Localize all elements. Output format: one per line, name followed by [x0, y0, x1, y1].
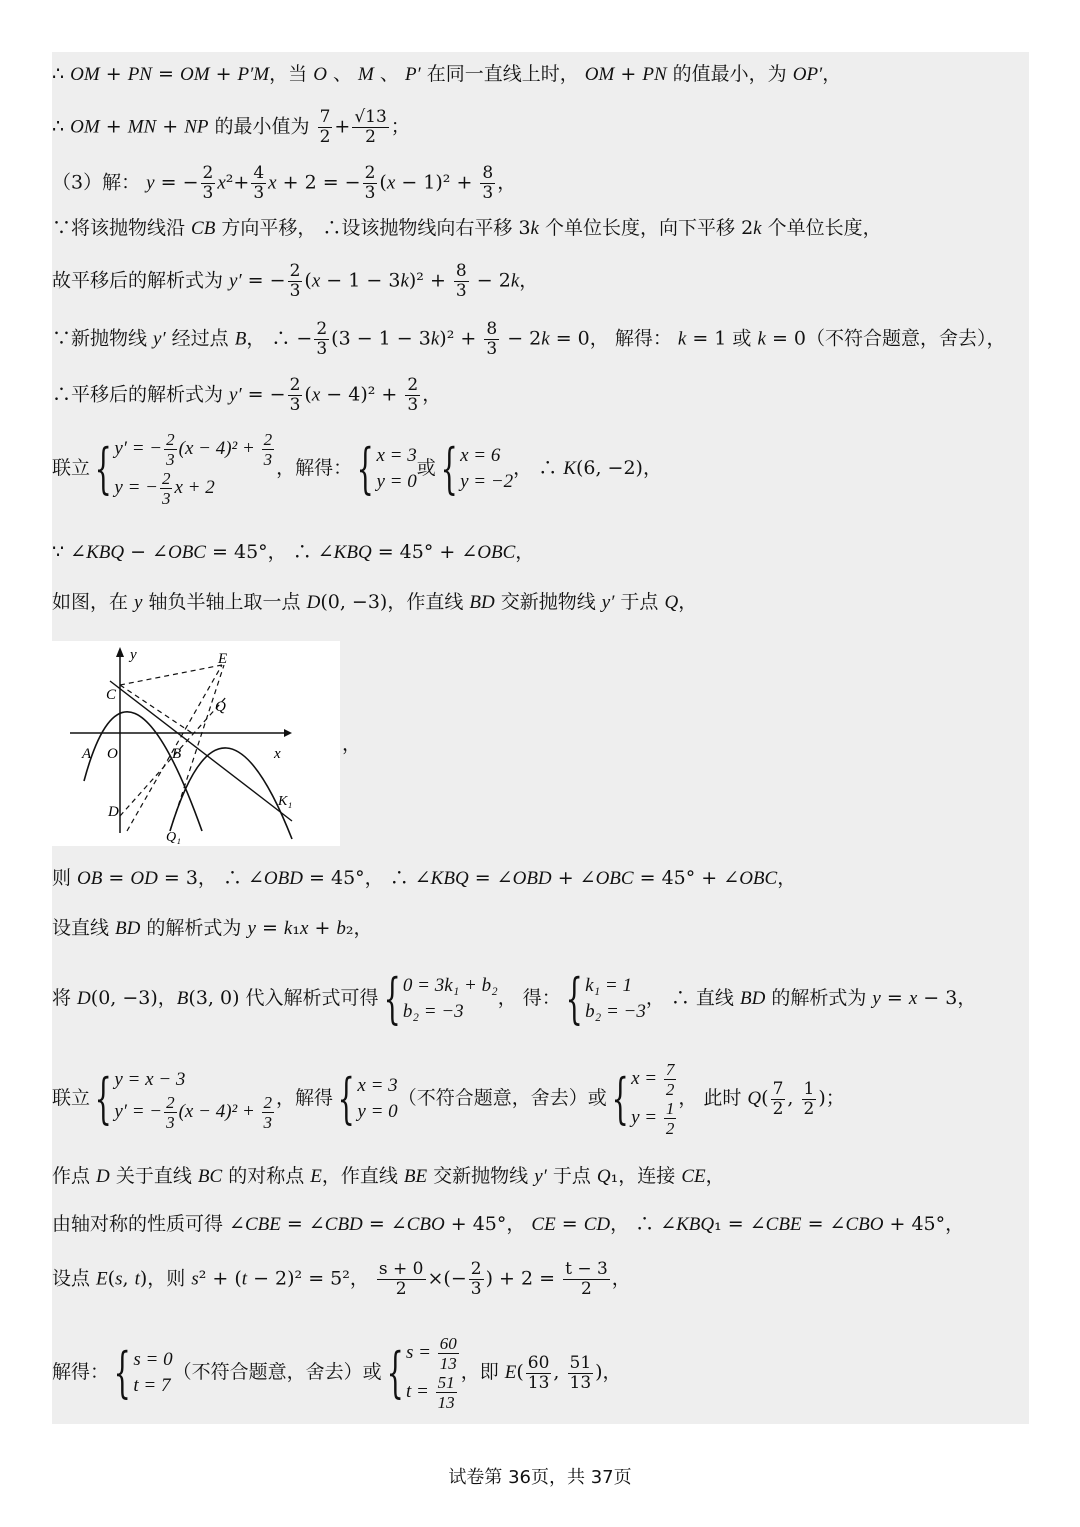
- label-y: y: [130, 647, 137, 663]
- line-ce: [120, 665, 222, 685]
- label-q: Q: [215, 699, 226, 715]
- solution-line-10: 如图，在 y 轴负半轴上取一点 D(0, −3)，作直线 BD 交新抛物线 y′ 于点 Q，: [52, 591, 698, 613]
- figure-trailing-comma: ，: [342, 733, 362, 755]
- solution-line-12: 设直线 BD 的解析式为 y = k₁x + b₂，: [52, 917, 373, 939]
- solution-line-6: ∵新抛物线 y′ 经过点 B， ∴ − $\frac{2}{3}$ (3 − 1 − 3k)² + $\frac{8}{3}$ − 2k = 0， 解得： k = 1 或 k = 0（不符合题意，舍去），: [52, 319, 1006, 359]
- label-c: C: [106, 687, 117, 703]
- parabola-diagram: [52, 641, 340, 846]
- solution-line-17: 设点 E(s, t)，则 s² + (t − 2)² = 5²， $\frac{s + 0}{2}$ ×(− $\frac{2}{3}$ ) + 2 = $\frac{t - 3}{2}$ ，: [52, 1259, 631, 1299]
- original-parabola: [84, 712, 202, 831]
- line-cb-dashed: [120, 685, 192, 733]
- label-o: O: [107, 746, 118, 762]
- solution-line-16: 由轴对称的性质可得 ∠CBE = ∠CBD = ∠CBO + 45°， CE = CD， ∴ ∠KBQ₁ = ∠CBE = ∠CBO + 45°，: [52, 1213, 965, 1235]
- label-e: E: [218, 651, 228, 667]
- x-axis-arrow: [284, 729, 292, 737]
- label-d: D: [108, 804, 119, 820]
- solution-line-18: 解得：{ s = 0 t = 7 （不符合题意，舍去）或{ s = $\frac{60}{13}$ t = $\frac{51}{13}$ ，即 E( $\frac{60}{13}$ , $\frac{51}{13}$ )，: [52, 1334, 622, 1412]
- y-axis-arrow: [116, 647, 124, 657]
- solution-line-9: ∵ ∠KBQ − ∠OBC = 45°， ∴ ∠KBQ = 45° + ∠OBC，: [52, 541, 535, 563]
- solution-line-3: （3）解： y = − $\frac{2}{3}$ x²+ $\frac{4}{3}$ x + 2 = − $\frac{2}{3}$ (x − 1)² + $\frac{8}{3}$ ，: [52, 163, 517, 203]
- page-footer: 试卷第 36页，共 37页: [448, 1467, 632, 1488]
- solution-line-7: ∴平移后的解析式为 y′ = − $\frac{2}{3}$ (x − 4)² + $\frac{2}{3}$ ，: [52, 375, 442, 415]
- label-b: B: [172, 746, 182, 762]
- solution-line-5: 故平移后的解析式为 y′ = − $\frac{2}{3}$ (x − 1 − 3k)² + $\frac{8}{3}$ − 2k，: [52, 261, 539, 301]
- solution-line-2: ∴ OM + MN + NP 的最小值为 $\frac{7}{2}$ + $\frac{√13}{2}$ ；: [52, 107, 410, 147]
- solution-line-8: 联立{ y′ = − $\frac{2}{3}$ (x − 4)² + $\frac{2}{3}$ y = − $\frac{2}{3}$ x + 2 ，解得：{ x = 3 y = 0 或{ x = 6 y = −2 ， ∴ K(6, −2)，: [52, 430, 662, 508]
- solution-line-11: 则 OB = OD = 3， ∴ ∠OBD = 45°， ∴ ∠KBQ = ∠OBD + ∠OBC = 45° + ∠OBC，: [52, 867, 797, 889]
- label-x: x: [274, 746, 281, 762]
- solution-sheet: [52, 52, 1029, 1424]
- solution-line-4: ∵将该抛物线沿 CB 方向平移， ∴设该抛物线向右平移 3k 个单位长度，向下平移 2k 个单位长度，: [52, 217, 882, 239]
- solution-line-13: 将 D(0, −3)，B(3, 0) 代入解析式可得{ 0 = 3k₁ + b₂ b₂ = −3 ， 得：{ k₁ = 1 b₂ = −3 ， ∴ 直线 BD 的解析式为 y = x − 3，: [52, 967, 977, 1030]
- solution-line-14: 联立{ y = x − 3 y′ = − $\frac{2}{3}$ (x − 4)² + $\frac{2}{3}$ ，解得{ x = 3 y = 0 （不符合题意，舍去）或{ x = $\frac{7}{2}$ y = $\frac{1}{2}$ ， 此时 Q( $\frac{7}{2}$ , $\frac{1}{2}$ )；: [52, 1060, 845, 1138]
- solution-line-1: ∴ OM + PN = OM + P′M，当 O 、 M 、 P′ 在同一直线上时， OM + PN 的值最小，为 OP′，: [52, 63, 842, 85]
- label-q1: Q₁: [166, 830, 181, 845]
- geometry-figure: [52, 641, 340, 846]
- label-k1: K₁: [278, 794, 293, 809]
- label-a: A: [82, 746, 92, 762]
- solution-line-15: 作点 D 关于直线 BC 的对称点 E，作直线 BE 交新抛物线 y′ 于点 Q₁，连接 CE，: [52, 1165, 725, 1187]
